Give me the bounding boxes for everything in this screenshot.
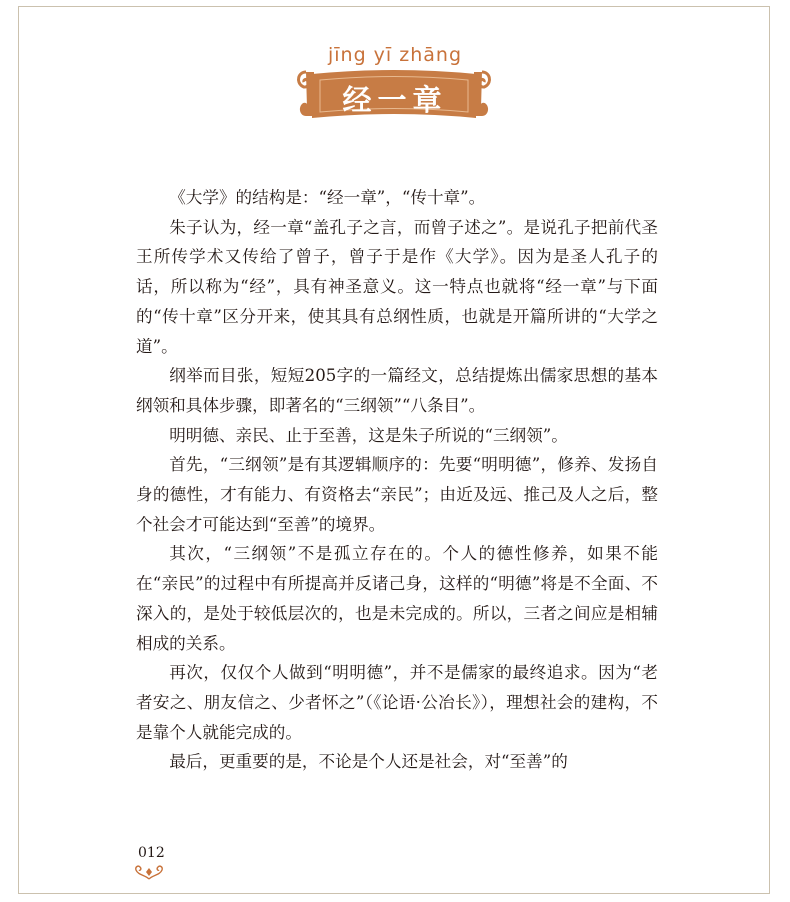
paragraph: 再次，仅仅个人做到“明明德”，并不是儒家的最终追求。因为“老者安之、朋友信之、少者怀之”（《论语·公冶长》），理想社会的建构，不是靠个人就能完成的。	[136, 663, 658, 742]
paragraph: 明明德、亲民、止于至善，这是朱子所说的“三纲领”。	[169, 425, 568, 445]
paragraph: 纲举而目张，短短205字的一篇经文，总结提炼出儒家思想的基本纲领和具体步骤，即著名的“三纲领”“八条目”。	[136, 366, 658, 415]
paragraph: 朱子认为，经一章“盖孔子之言，而曾子述之”。是说孔子把前代圣王所传学术又传给了曾子，曾子于是作《大学》。因为是圣人孔子的话，所以称为“经”，具有神圣意义。这一特点也就将“经一章”与下面的“传十章”区分开来，使其具有总纲性质，也就是开篇所讲的“大学之道”。	[136, 217, 658, 356]
ornament-icon	[134, 864, 164, 880]
paragraph: 《大学》的结构是：“经一章”，“传十章”。	[169, 188, 486, 207]
paragraph: 最后，更重要的是，不论是个人还是社会，对“至善”的	[169, 752, 568, 772]
chapter-pinyin: jīng yī zhāng	[327, 44, 463, 66]
chapter-title: 经一章	[342, 83, 448, 117]
paragraph: 其次，“三纲领”不是孤立存在的。个人的德性修养，如果不能在“亲民”的过程中有所提高并反诸己身，这样的“明德”将是不全面、不深入的，是处于较低层次的，也是未完成的。所以，三者之间应是相辅相成的关系。	[136, 544, 658, 653]
page-number: 012	[138, 845, 165, 861]
paragraph: 首先，“三纲领”是有其逻辑顺序的：先要“明明德”，修养、发扬自身的德性，才有能力、有资格去“亲民”；由近及远、推己及人之后，整个社会才可能达到“至善”的境界。	[136, 455, 658, 534]
body-text	[136, 183, 658, 777]
